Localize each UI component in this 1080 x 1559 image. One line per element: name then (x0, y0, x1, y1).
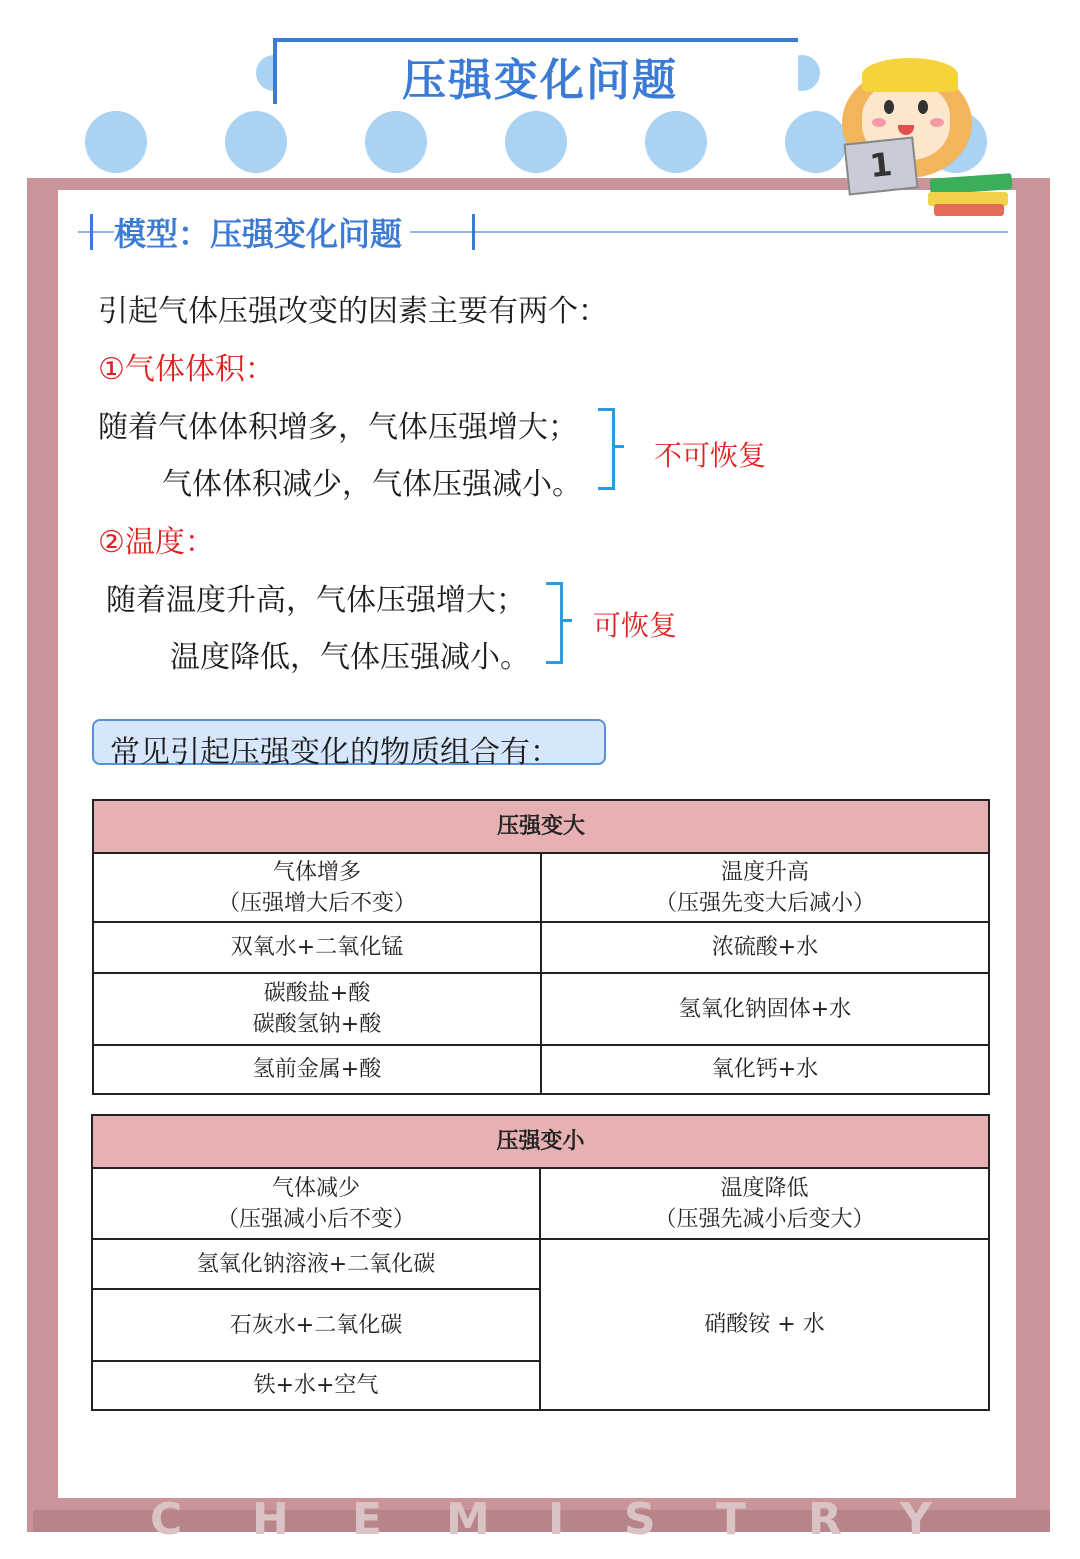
factor2-brace (546, 582, 563, 664)
table-cell: 铁+水+空气 (92, 1361, 540, 1410)
table-cell-merged: 硝酸铵 + 水 (540, 1239, 989, 1410)
table-cell: 石灰水+二氧化碳 (92, 1289, 540, 1361)
page-title: 压强变化问题 (402, 55, 678, 106)
table-cell: 碳酸盐+酸 碳酸氢钠+酸 (93, 973, 541, 1045)
factor1-line2: 气体体积减少，气体压强减小。 (162, 467, 582, 502)
section-bar-right (472, 214, 475, 250)
table-increase-right-head: 温度升高 （压强先变大后减小） (541, 853, 989, 922)
factor1-brace (598, 408, 615, 490)
table-cell: 浓硫酸+水 (541, 922, 989, 973)
table-decrease-header: 压强变小 (92, 1115, 989, 1168)
table-cell: 氢氧化钠溶液+二氧化碳 (92, 1239, 540, 1289)
footer-letter: Y (900, 1494, 932, 1545)
decor-dot (365, 111, 427, 173)
table-cell: 氧化钙+水 (541, 1045, 989, 1094)
factor2-note: 可恢复 (593, 609, 678, 642)
table-increase-header: 压强变大 (93, 800, 989, 853)
factor2-line2: 温度降低，气体压强减小。 (170, 640, 530, 675)
number-badge: 1 (843, 136, 918, 195)
table-pressure-decrease (91, 1114, 990, 1411)
decor-dot (85, 111, 147, 173)
table-pressure-increase (92, 799, 990, 1095)
factor2-label: ②温度： (98, 525, 215, 560)
footer-letter: S (624, 1494, 656, 1545)
footer-letter: M (446, 1494, 490, 1545)
footer-letter: C (150, 1494, 183, 1545)
footer-letter: H (252, 1494, 289, 1545)
table-increase-left-head: 气体增多 （压强增大后不变） (93, 853, 541, 922)
table-decrease-right-head: 温度降低 （压强先减小后变大） (540, 1168, 989, 1239)
factor2-line1: 随着温度升高，气体压强增大； (106, 583, 526, 618)
section-bar-left (90, 214, 93, 250)
factor1-label: ①气体体积： (98, 352, 275, 387)
decor-dot (225, 111, 287, 173)
footer-letter: E (352, 1494, 383, 1545)
footer-letter: I (548, 1494, 565, 1545)
decor-dot (505, 111, 567, 173)
decor-dot (645, 111, 707, 173)
factor1-note: 不可恢复 (654, 439, 767, 472)
frame-shadow (33, 1510, 1050, 1532)
combos-heading: 常见引起压强变化的物质组合有： (110, 735, 560, 770)
factor1-line1: 随着气体体积增多，气体压强增大； (98, 410, 578, 445)
table-cell: 氢氧化钠固体+水 (541, 973, 989, 1045)
section-title: 模型：压强变化问题 (114, 209, 410, 255)
decor-dot (785, 111, 847, 173)
table-cell: 双氧水+二氧化锰 (93, 922, 541, 973)
table-decrease-left-head: 气体减少 （压强减小后不变） (92, 1168, 540, 1239)
footer-letter: T (716, 1494, 747, 1545)
table-cell: 氢前金属+酸 (93, 1045, 541, 1094)
footer-letter: R (808, 1494, 842, 1545)
intro-lead: 引起气体压强改变的因素主要有两个： (98, 294, 608, 329)
